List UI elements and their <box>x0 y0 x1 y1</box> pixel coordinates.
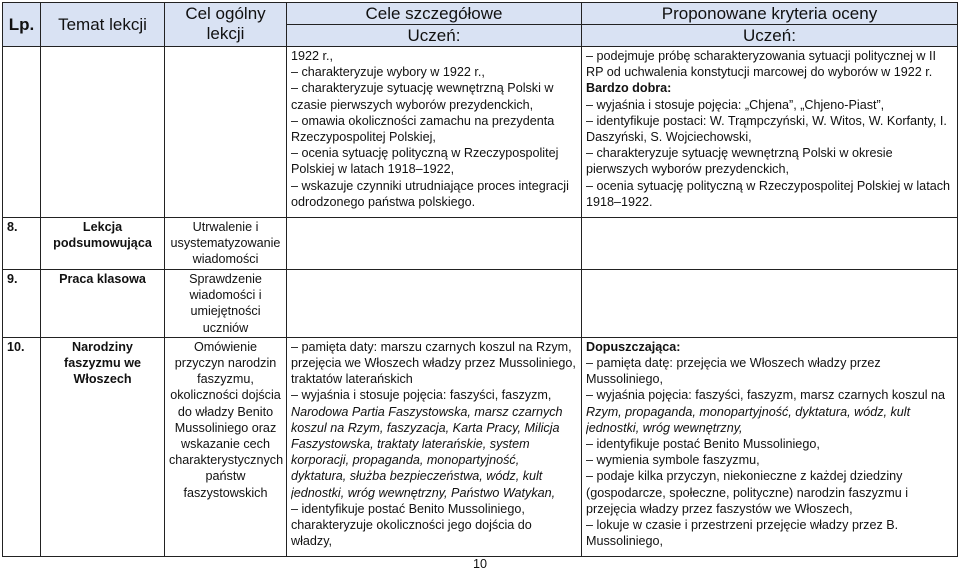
text-line: faszyzmu, <box>197 372 254 387</box>
kryteria-cell <box>582 270 958 338</box>
text-line: – charakteryzuje wybory w 1922 r., <box>291 65 485 80</box>
text-line: – wskazuje czynniki utrudniające proces integracji <box>291 178 569 193</box>
text-line: Mussoliniego oraz <box>174 420 277 435</box>
text-line: przyczyn narodzin <box>174 356 277 371</box>
text-line: traktatów laterańskich <box>291 372 413 387</box>
text-line: charakteryzuje okoliczności jego dojścia do <box>291 518 532 533</box>
text-line: Faszystowska, traktaty laterańskie, system <box>291 437 530 452</box>
text-line: Mussoliniego, <box>586 534 664 549</box>
text-line: przejęcia władzy przez faszystów we Włoszech, <box>586 501 853 516</box>
text-line: odrodzonego państwa polskiego. <box>291 194 476 209</box>
text-line: Rzeczypospolitej Polskiej, <box>291 130 436 145</box>
table-row <box>3 270 958 338</box>
header-cel-ogolny <box>165 3 287 47</box>
text-line: dyktatura, służba bezpieczeństwa, wódz, kult <box>291 469 543 484</box>
text-line: jednostki, wróg wewnętrzny, Państwo Watykan, <box>291 485 556 500</box>
text-line: – identyfikuje postaci: W. Trąmpczyński, W. Witos, W. Korfanty, I. <box>586 113 947 128</box>
cele-cell <box>287 337 582 556</box>
text-line: – identyfikuje postać Benito Mussoliniego, <box>586 437 820 452</box>
text-line: czasie pierwszych wyborów prezydenckich, <box>291 97 534 112</box>
text-line: 1918‒1922. <box>586 194 653 209</box>
header-kryteria: Proponowane kryteria oceny <box>582 3 958 25</box>
text-line: faszyzmu we <box>64 356 141 371</box>
text-line: – omawia okoliczności zamachu na prezydenta <box>291 113 555 128</box>
text-line: – ocenia sytuację polityczną w Rzeczypospolitej Polskiej w latach <box>586 178 950 193</box>
table-row <box>3 337 958 556</box>
text-line: podsumowująca <box>53 236 152 251</box>
text-line: koszul na Rzym, faszyzacja, Karta Pracy, Milicja <box>291 420 560 435</box>
text-line: faszystowskich <box>183 485 268 500</box>
header-uczen: Uczeń: <box>287 25 582 47</box>
grade-heading: Dopuszczająca: <box>586 339 681 354</box>
text-line: państw <box>205 469 246 484</box>
text-line: wskazanie cech <box>181 437 270 452</box>
text-line: – identyfikuje postać Benito Mussoliniego, <box>291 501 525 516</box>
text-line: Narodziny <box>72 339 133 354</box>
table-row <box>3 47 958 218</box>
text-line: umiejętności <box>190 304 261 319</box>
text-line: – pamięta datę: przejęcia we Włoszech władzy przez <box>586 356 881 371</box>
text-line: – lokuje w czasie i przestrzeni przejęcie władzy przez B. <box>586 518 899 533</box>
cel-cell <box>165 337 287 556</box>
header-cele-szczegolowe: Cele szczegółowe <box>287 3 582 25</box>
text-line: Narodowa Partia Faszystowska, marsz czarnych <box>291 404 563 419</box>
temat-cell <box>41 218 165 270</box>
kryteria-cell <box>582 218 958 270</box>
text-line: Polskiej w latach 1918‒1922, <box>291 162 455 177</box>
kryteria-cell <box>582 337 958 556</box>
text-line: Mussoliniego, <box>586 372 664 387</box>
text-line: Sprawdzenie <box>189 272 262 286</box>
text-line: Lekcja <box>82 220 123 234</box>
text-line: Omówienie <box>194 339 257 354</box>
text-line: charakterystycznych <box>169 453 284 468</box>
text-line: pierwszych wyborów prezydenckich, <box>586 162 789 177</box>
header-lp: Lp. <box>3 3 41 47</box>
header-cel-line: Cel ogólny <box>185 4 266 23</box>
text-line: korporacji, propaganda, monopartyjność, <box>291 453 520 468</box>
text-line: przejęcia we Włoszech władzy przez Mussoliniego, <box>291 356 576 371</box>
text-line: wiadomości <box>192 252 259 267</box>
lp-cell <box>3 47 41 218</box>
text-line: usystematyzowanie <box>170 236 281 251</box>
cele-cell <box>287 270 582 338</box>
header-uczen: Uczeń: <box>582 25 958 47</box>
text-line: – podejmuje próbę scharakteryzowania sytuacji politycznej w II <box>586 49 936 63</box>
text-line: Włoszech <box>73 372 132 387</box>
text-line: RP od uchwalenia konstytucji marcowej do wyborów w 1922 r. <box>586 65 933 80</box>
header-temat: Temat lekcji <box>41 3 165 47</box>
lp-cell: 10. <box>3 337 41 556</box>
table-row <box>3 218 958 270</box>
text-line: Utrwalenie i <box>192 220 259 234</box>
page-number: 10 <box>472 557 487 571</box>
lesson-plan-table <box>2 2 958 557</box>
text-line: uczniów <box>202 320 249 335</box>
lp-cell: 9. <box>3 270 41 338</box>
text-line: – wymienia symbole faszyzmu, <box>586 453 760 468</box>
header-cel-line: lekcji <box>206 24 245 43</box>
text-line: – pamięta daty: marszu czarnych koszul na Rzym, <box>291 339 572 354</box>
text-line: jednostki, wróg wewnętrzny, <box>586 420 743 435</box>
cel-cell <box>165 218 287 270</box>
text-line: – ocenia sytuację polityczną w Rzeczypospolitej <box>291 146 559 161</box>
text-line: Daszyński, S. Wojciechowski, <box>586 130 752 145</box>
temat-cell <box>41 337 165 556</box>
text-line: Rzym, propaganda, monopartyjność, dyktatura, wódz, kult <box>586 404 911 419</box>
text-line: – wyjaśnia pojęcia: faszyści, faszyzm, marsz czarnych koszul na <box>586 388 946 403</box>
text-line: – podaje kilka przyczyn, niekonieczne z każdej dziedziny <box>586 469 903 484</box>
grade-heading: Bardzo dobra: <box>586 81 672 96</box>
text-line: (gospodarcze, społeczne, polityczne) narodzin faszyzmu i <box>586 485 908 500</box>
text-line: okoliczności dojścia <box>170 388 281 403</box>
text-line: 1922 r., <box>291 49 334 63</box>
text-line: – charakteryzuje sytuację wewnętrzną Polski w <box>291 81 554 96</box>
lp-cell: 8. <box>3 218 41 270</box>
cele-cell <box>287 47 582 218</box>
text-line: – charakteryzuje sytuację wewnętrzną Polski w okresie <box>586 146 893 161</box>
cele-cell <box>287 218 582 270</box>
cel-cell <box>165 47 287 218</box>
kryteria-cell <box>582 47 958 218</box>
text-line: władzy, <box>291 534 333 549</box>
text-line: do władzy Benito <box>177 404 274 419</box>
cel-cell <box>165 270 287 338</box>
text-line: wiadomości i <box>189 288 262 303</box>
text-line: – wyjaśnia i stosuje pojęcia: faszyści, faszyzm, <box>291 388 552 403</box>
text-line: – wyjaśnia i stosuje pojęcia: „Chjena”, „Chjeno-Piast”, <box>586 97 885 112</box>
temat-cell <box>41 47 165 218</box>
temat-cell: Praca klasowa <box>41 270 165 338</box>
